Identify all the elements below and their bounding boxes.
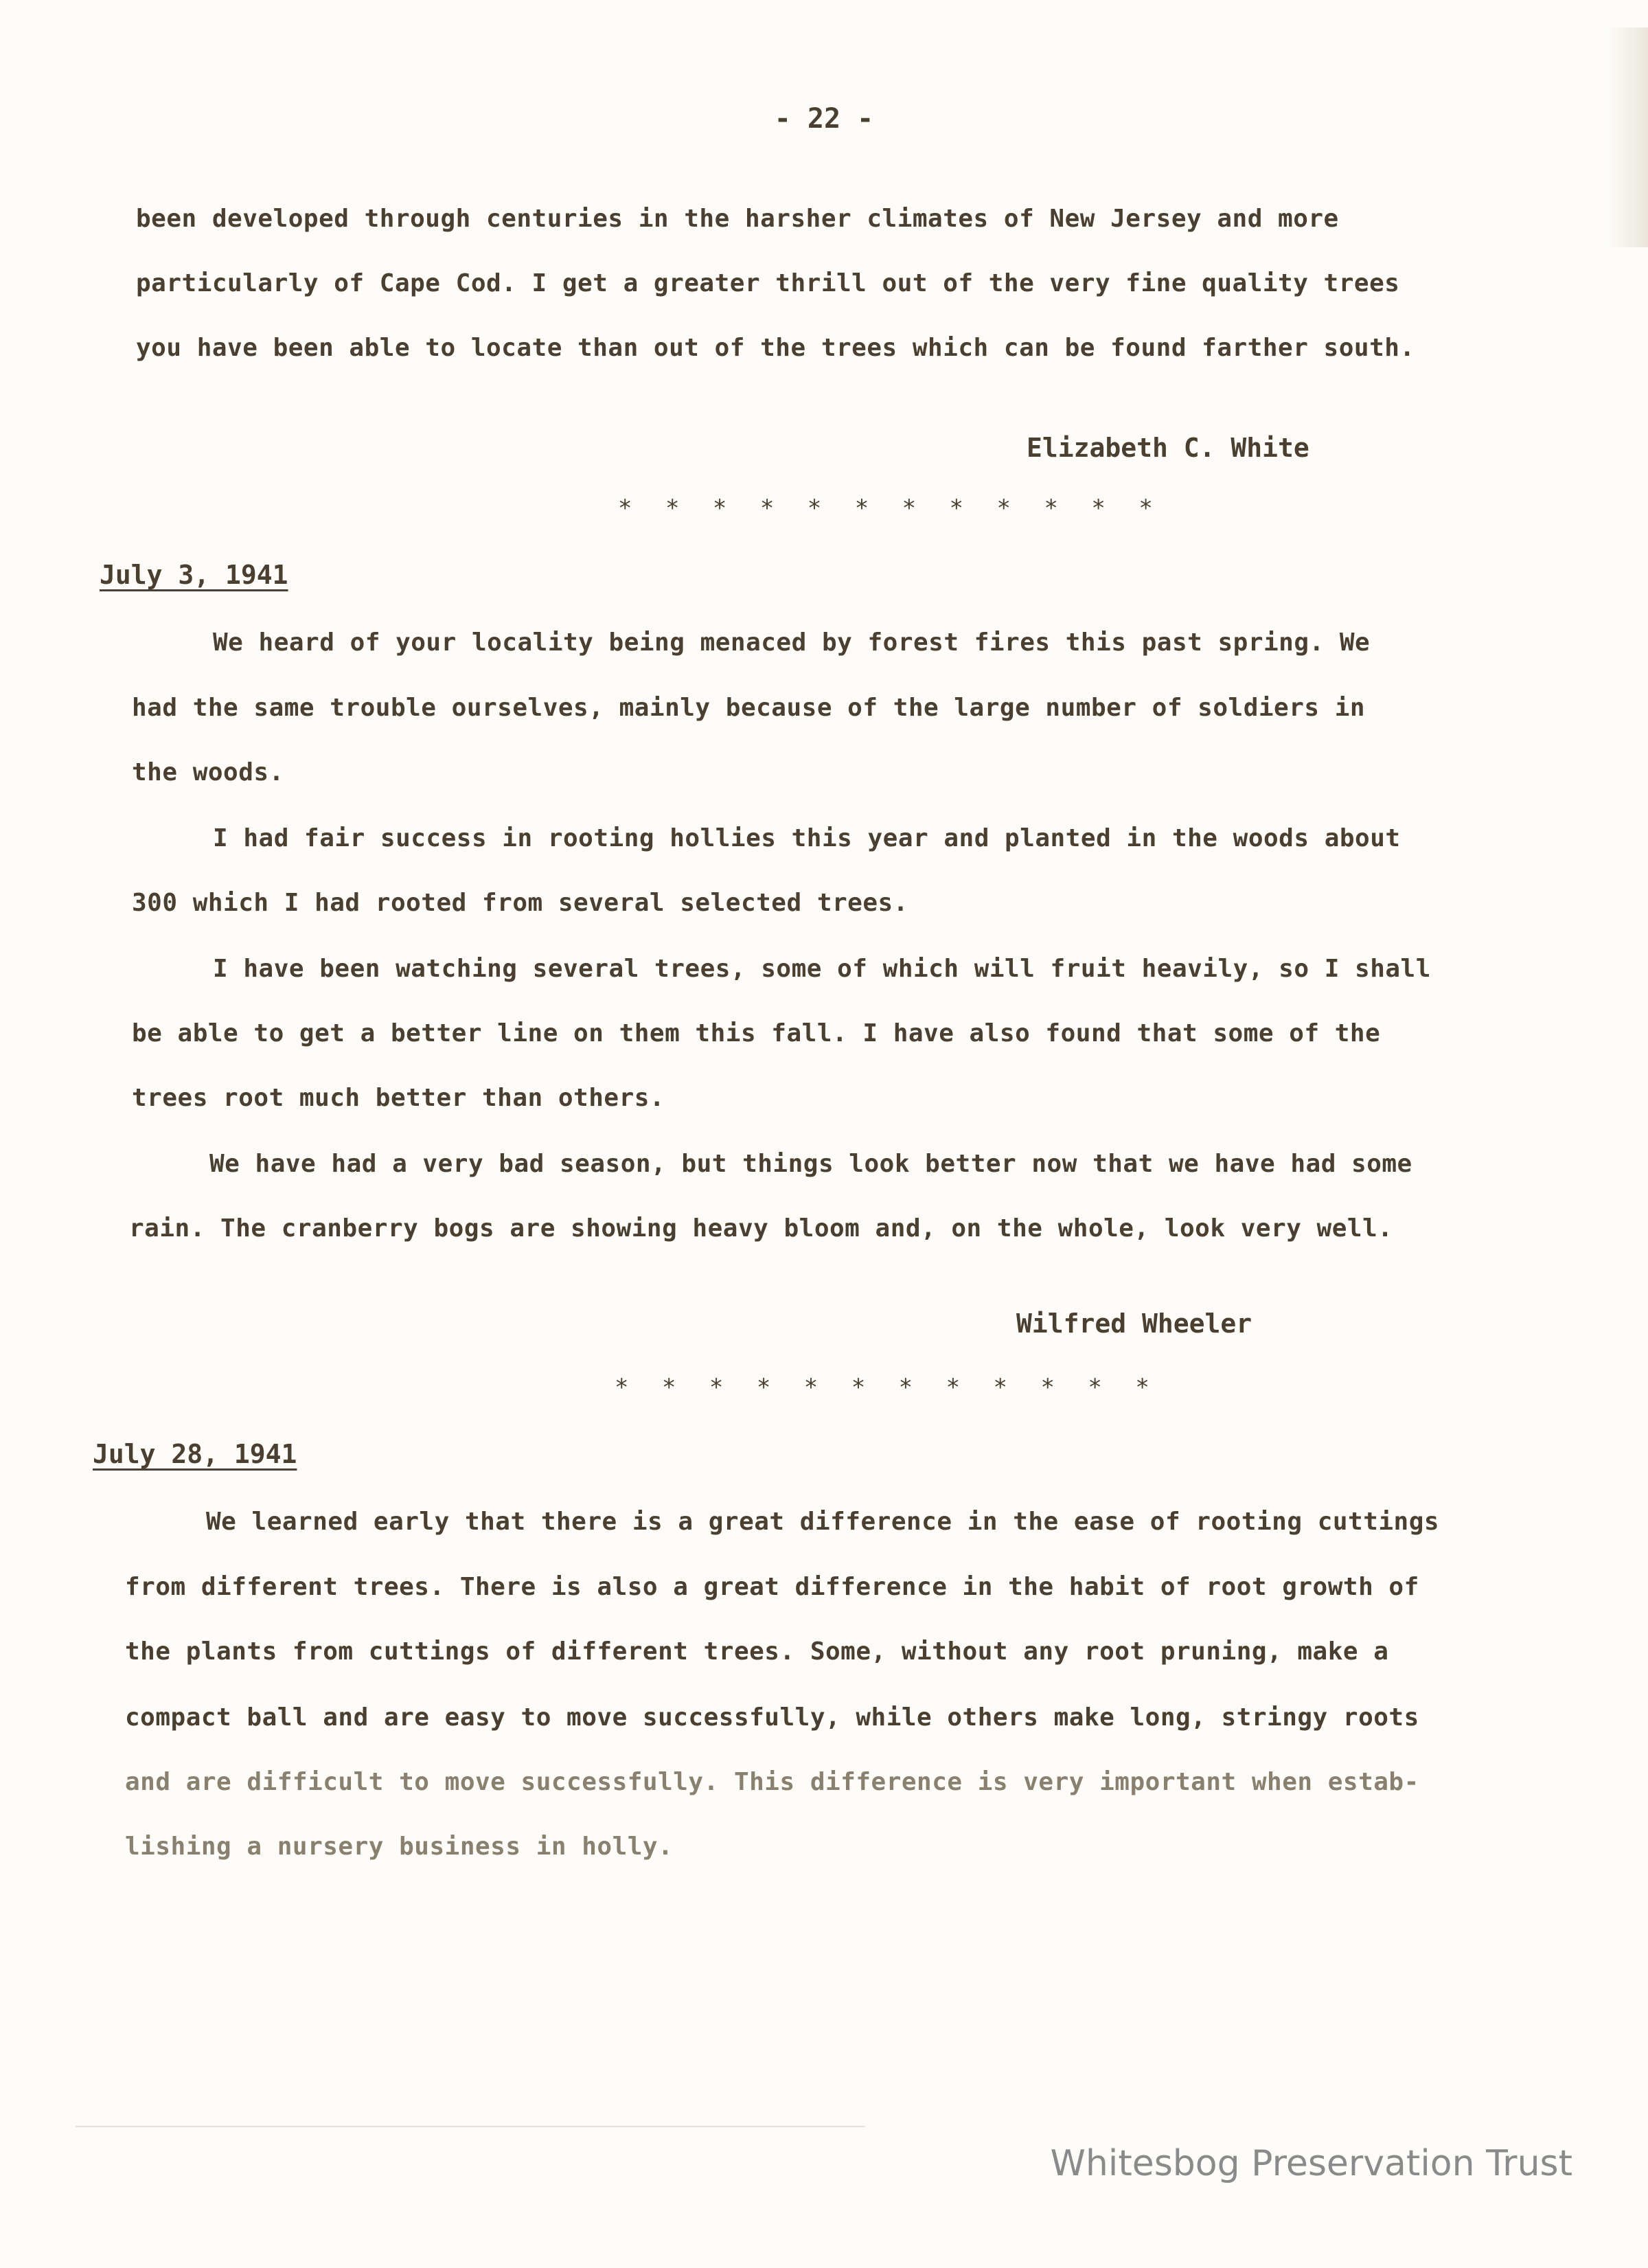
- entry2-signature: Wilfred Wheeler: [1016, 1308, 1252, 1339]
- entry3-line-1: We learned early that there is a great difference in the ease of rooting cuttings: [206, 1508, 1440, 1536]
- entry2-line-4: I had fair success in rooting hollies this year and planted in the woods about: [213, 824, 1401, 852]
- separator-1: * * * * * * * * * * * *: [618, 495, 1163, 522]
- entry2-line-7: be able to get a better line on them this fall. I have also found that some of the: [132, 1019, 1381, 1047]
- entry3-date: July 28, 1941: [93, 1439, 297, 1469]
- entry2-line-2: had the same trouble ourselves, mainly because of the large number of soldiers in: [132, 694, 1366, 722]
- page-edge-shadow: [1607, 27, 1648, 247]
- entry1-signature: Elizabeth C. White: [1027, 433, 1309, 463]
- entry3-line-2: from different trees. There is also a great difference in the habit of root growth of: [125, 1573, 1419, 1601]
- entry1-line-2: particularly of Cape Cod. I get a greater thrill out of the very fine quality trees: [136, 269, 1400, 297]
- entry2-line-1: We heard of your locality being menaced by forest fires this past spring. We: [213, 628, 1371, 657]
- entry3-line-5: and are difficult to move successfully. This difference is very important when estab-: [125, 1768, 1419, 1796]
- entry2-line-8: trees root much better than others.: [132, 1084, 665, 1112]
- entry3-line-6: lishing a nursery business in holly.: [125, 1833, 674, 1861]
- watermark: Whitesbog Preservation Trust: [1050, 2143, 1572, 2184]
- scan-divider: [76, 2126, 865, 2127]
- entry2-line-9: We have had a very bad season, but things look better now that we have had some: [209, 1150, 1412, 1178]
- entry1-line-3: you have been able to locate than out of the trees which can be found farther south.: [136, 334, 1415, 362]
- entry2-line-3: the woods.: [132, 758, 284, 786]
- entry2-date: July 3, 1941: [100, 560, 288, 590]
- entry2-line-5: 300 which I had rooted from several selected trees.: [132, 889, 908, 917]
- entry2-line-10: rain. The cranberry bogs are showing heavy bloom and, on the whole, look very well.: [129, 1214, 1393, 1243]
- page-number: - 22 -: [774, 103, 874, 135]
- entry3-line-4: compact ball and are easy to move successfully, while others make long, stringy roots: [125, 1703, 1419, 1732]
- entry1-line-1: been developed through centuries in the harsher climates of New Jersey and more: [136, 205, 1339, 233]
- entry2-line-6: I have been watching several trees, some of which will fruit heavily, so I shall: [213, 955, 1431, 983]
- separator-2: * * * * * * * * * * * *: [615, 1374, 1159, 1401]
- entry3-line-3: the plants from cuttings of different trees. Some, without any root pruning, make a: [125, 1637, 1389, 1666]
